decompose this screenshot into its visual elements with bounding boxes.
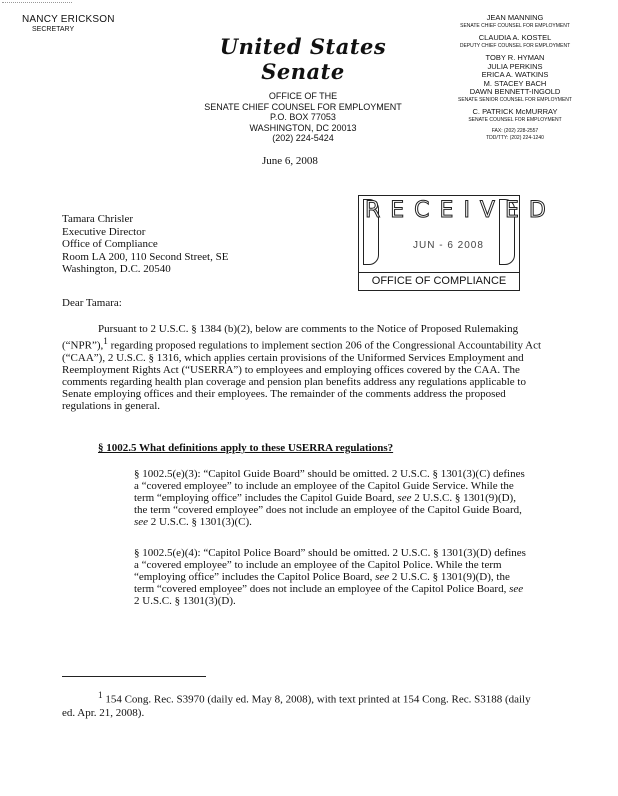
intro-paragraph xyxy=(62,323,552,412)
stamp-date: JUN - 6 2008 xyxy=(413,240,484,251)
comment-capitol-police-board: § 1002.5(e)(4): “Capitol Police Board” should be omitted. 2 U.S.C. § 1301(3)(D) defines a “covered employee” to include an employee of the Capitol Police. While the term “employing office” includes the Capitol Police Board, see 2 U.S.C. § 1301(9)(D), the term “covered employee” does not include an employee of the Capitol Police Board, see 2 U.S.C. § 1301(3)(D). xyxy=(134,547,526,607)
letter-date: June 6, 2008 xyxy=(262,155,318,167)
comment-capitol-guide-board: § 1002.5(e)(3): “Capitol Guide Board” should be omitted. 2 U.S.C. § 1301(3)(C) defines a “covered employee” to include an employee of the Capitol Guide Service. While the term “employing office” includes the Capitol Guide Board, see 2 U.S.C. § 1301(9)(D), the term “covered employee” does not include an employee of the Capitol Guide Board, see 2 U.S.C. § 1301(3)(C). xyxy=(134,468,525,528)
footnote-text: 154 Cong. Rec. S3970 (daily ed. May 8, 2008), with text printed at 154 Cong. Rec. S3188 (daily ed. Apr. 21, 2008). xyxy=(62,693,531,719)
staff-role: SENATE CHIEF COUNSEL FOR EMPLOYMENT xyxy=(460,22,570,29)
staff-role: DEPUTY CHIEF COUNSEL FOR EMPLOYMENT xyxy=(459,42,571,49)
office-line: (202) 224-5424 xyxy=(272,133,334,143)
stamp-office: OFFICE OF COMPLIANCE xyxy=(359,272,519,287)
received-stamp xyxy=(358,195,556,291)
footnote-divider xyxy=(62,676,206,677)
recipient-street: Room LA 200, 110 Second Street, SE xyxy=(62,250,229,263)
senate-wordmark: United States Senate xyxy=(219,34,387,84)
staff-name: ERICA A. WATKINS xyxy=(481,70,549,79)
section-heading: § 1002.5 What definitions apply to these USERRA regulations? xyxy=(98,442,394,454)
staff-name: DAWN BENNETT-INGOLD xyxy=(469,87,561,96)
fax-number: FAX: (202) 228-2557 xyxy=(491,128,539,134)
intro-text: Pursuant to 2 U.S.C. § 1384 (b)(2), below are comments to the Notice of Proposed Rulemaking (“NPR”), xyxy=(62,323,519,352)
recipient-address xyxy=(62,213,228,276)
office-line: P.O. BOX 77053 xyxy=(270,112,336,122)
scan-artifact-line xyxy=(2,2,72,3)
office-line: OFFICE OF THE xyxy=(268,91,338,101)
staff-name: JULIA PERKINS xyxy=(487,61,543,71)
footnote-ref[interactable]: 1 xyxy=(103,336,108,346)
footnote xyxy=(62,689,532,720)
secretary-role: SECRETARY xyxy=(32,26,75,33)
recipient-name: Tamara Chrisler xyxy=(62,213,134,225)
tdd-number: TDD/TTY: (202) 224-1240 xyxy=(486,134,544,141)
footnote-number: 1 xyxy=(98,690,103,700)
intro-text: regarding proposed regulations to implement section 206 of the Congressional Accountability Act (“CAA”), 2 U.S.C. § 1316, which applies certain provisions of the Uniformed Services Employment and Reemployment Rights Act (“USERRA”) to employees and employing offices covered by the CAA. The comments regarding health plan coverage and pension plan benefits address any regulations applicable to Senate employing offices and their employees. The remainder of the comments address the proposed regulations in general. xyxy=(62,339,542,412)
recipient-title: Executive Director xyxy=(62,225,146,238)
staff-name: TOBY R. HYMAN xyxy=(485,53,545,62)
recipient-city: Washington, D.C. 20540 xyxy=(62,263,171,275)
right-letterhead xyxy=(430,14,600,141)
staff-role: SENATE COUNSEL FOR EMPLOYMENT xyxy=(468,116,562,123)
recipient-office: Office of Compliance xyxy=(62,238,158,250)
secretary-name: NANCY ERICKSON xyxy=(22,14,115,25)
office-line: SENATE CHIEF COUNSEL FOR EMPLOYMENT xyxy=(204,101,402,112)
staff-name: CLAUDIA A. KOSTEL xyxy=(478,33,552,42)
staff-name: JEAN MANNING xyxy=(486,13,544,22)
staff-name: M. STACEY BACH xyxy=(483,78,547,88)
salutation: Dear Tamara: xyxy=(62,297,122,309)
center-letterhead xyxy=(178,34,428,144)
staff-role: SENATE SENIOR COUNSEL FOR EMPLOYMENT xyxy=(458,96,572,103)
left-letterhead xyxy=(22,14,115,33)
staff-name: C. PATRICK McMURRAY xyxy=(472,107,558,116)
stamp-received: RECEIVED xyxy=(365,198,556,223)
office-line: WASHINGTON, DC 20013 xyxy=(249,122,357,133)
